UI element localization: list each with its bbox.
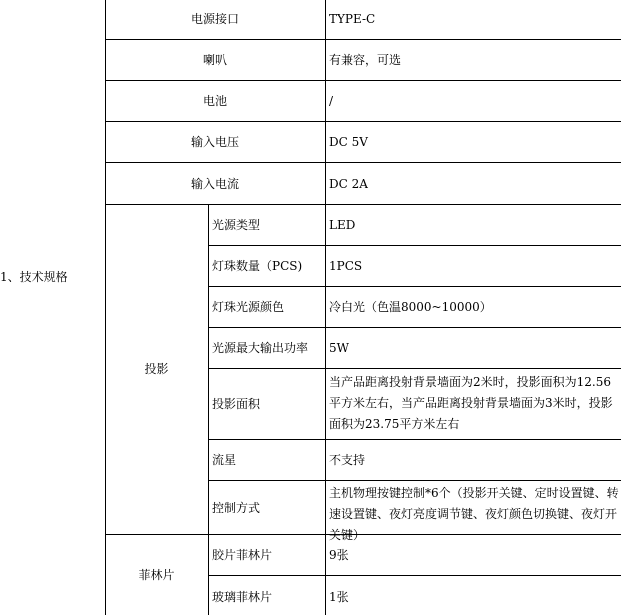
projection-label-projection-area: 投影面积 — [212, 397, 261, 411]
projection-value-light-source-type: LED — [329, 218, 356, 232]
row-value-input-current: DC 2A — [329, 177, 368, 191]
row-divider — [105, 121, 621, 122]
row-divider — [208, 368, 621, 369]
projection-value-projection-area: 当产品距离投射背景墙面为2米时，投影面积为12.56平方米左右，当产品距离投射背景墙面为3米时，投影面积为23.75平方米左右 — [329, 375, 613, 431]
row-label-speaker: 喇叭 — [202, 53, 227, 67]
group-label-projection: 投影 — [144, 362, 169, 376]
table-divider-label-value — [325, 0, 326, 615]
row-label-input-voltage: 输入电压 — [190, 135, 239, 149]
row-label-input-current: 输入电流 — [190, 177, 239, 191]
projection-value-bead-color: 冷白光（色温8000~10000） — [329, 300, 492, 314]
control-method-clip — [329, 480, 621, 542]
row-value-battery: / — [329, 94, 334, 108]
projection-label-max-power: 光源最大输出功率 — [212, 341, 309, 355]
projection-value-max-power: 5W — [329, 341, 349, 355]
group-label-film: 菲林片 — [138, 568, 175, 582]
projection-label-control-method: 控制方式 — [212, 501, 261, 515]
row-value-speaker: 有兼容，可选 — [329, 53, 402, 67]
film-label-glass: 玻璃菲林片 — [212, 590, 273, 604]
row-divider — [208, 286, 621, 287]
row-divider — [208, 245, 621, 246]
row-value-input-voltage: DC 5V — [329, 135, 368, 149]
row-divider — [105, 39, 621, 40]
projection-value-meteor: 不支持 — [329, 453, 366, 467]
row-divider — [105, 162, 621, 163]
row-value-power-port: TYPE-C — [329, 12, 376, 26]
section-label: 1、技术规格 — [0, 270, 68, 284]
row-divider — [208, 327, 621, 328]
projection-value-control-method: 主机物理按键控制*6个（投影开关键、定时设置键、转速设置键、夜灯亮度调节键、夜灯颜色切换键、夜灯开关键） — [329, 486, 619, 542]
projection-label-light-source-type: 光源类型 — [212, 218, 261, 232]
film-value-celluloid: 9张 — [329, 548, 349, 562]
row-divider — [208, 575, 621, 576]
projection-label-meteor: 流星 — [212, 453, 237, 467]
projection-value-bead-count: 1PCS — [329, 259, 363, 273]
table-divider-subgroup — [208, 204, 209, 615]
row-label-battery: 电池 — [202, 94, 227, 108]
row-divider — [208, 439, 621, 440]
row-divider — [105, 80, 621, 81]
film-value-glass: 1张 — [329, 590, 349, 604]
row-label-power-port: 电源接口 — [190, 12, 239, 26]
projection-label-bead-color: 灯珠光源颜色 — [212, 300, 285, 314]
row-divider — [105, 204, 621, 205]
projection-label-bead-count: 灯珠数量（PCS) — [212, 259, 303, 273]
film-label-celluloid: 胶片菲林片 — [212, 548, 273, 562]
